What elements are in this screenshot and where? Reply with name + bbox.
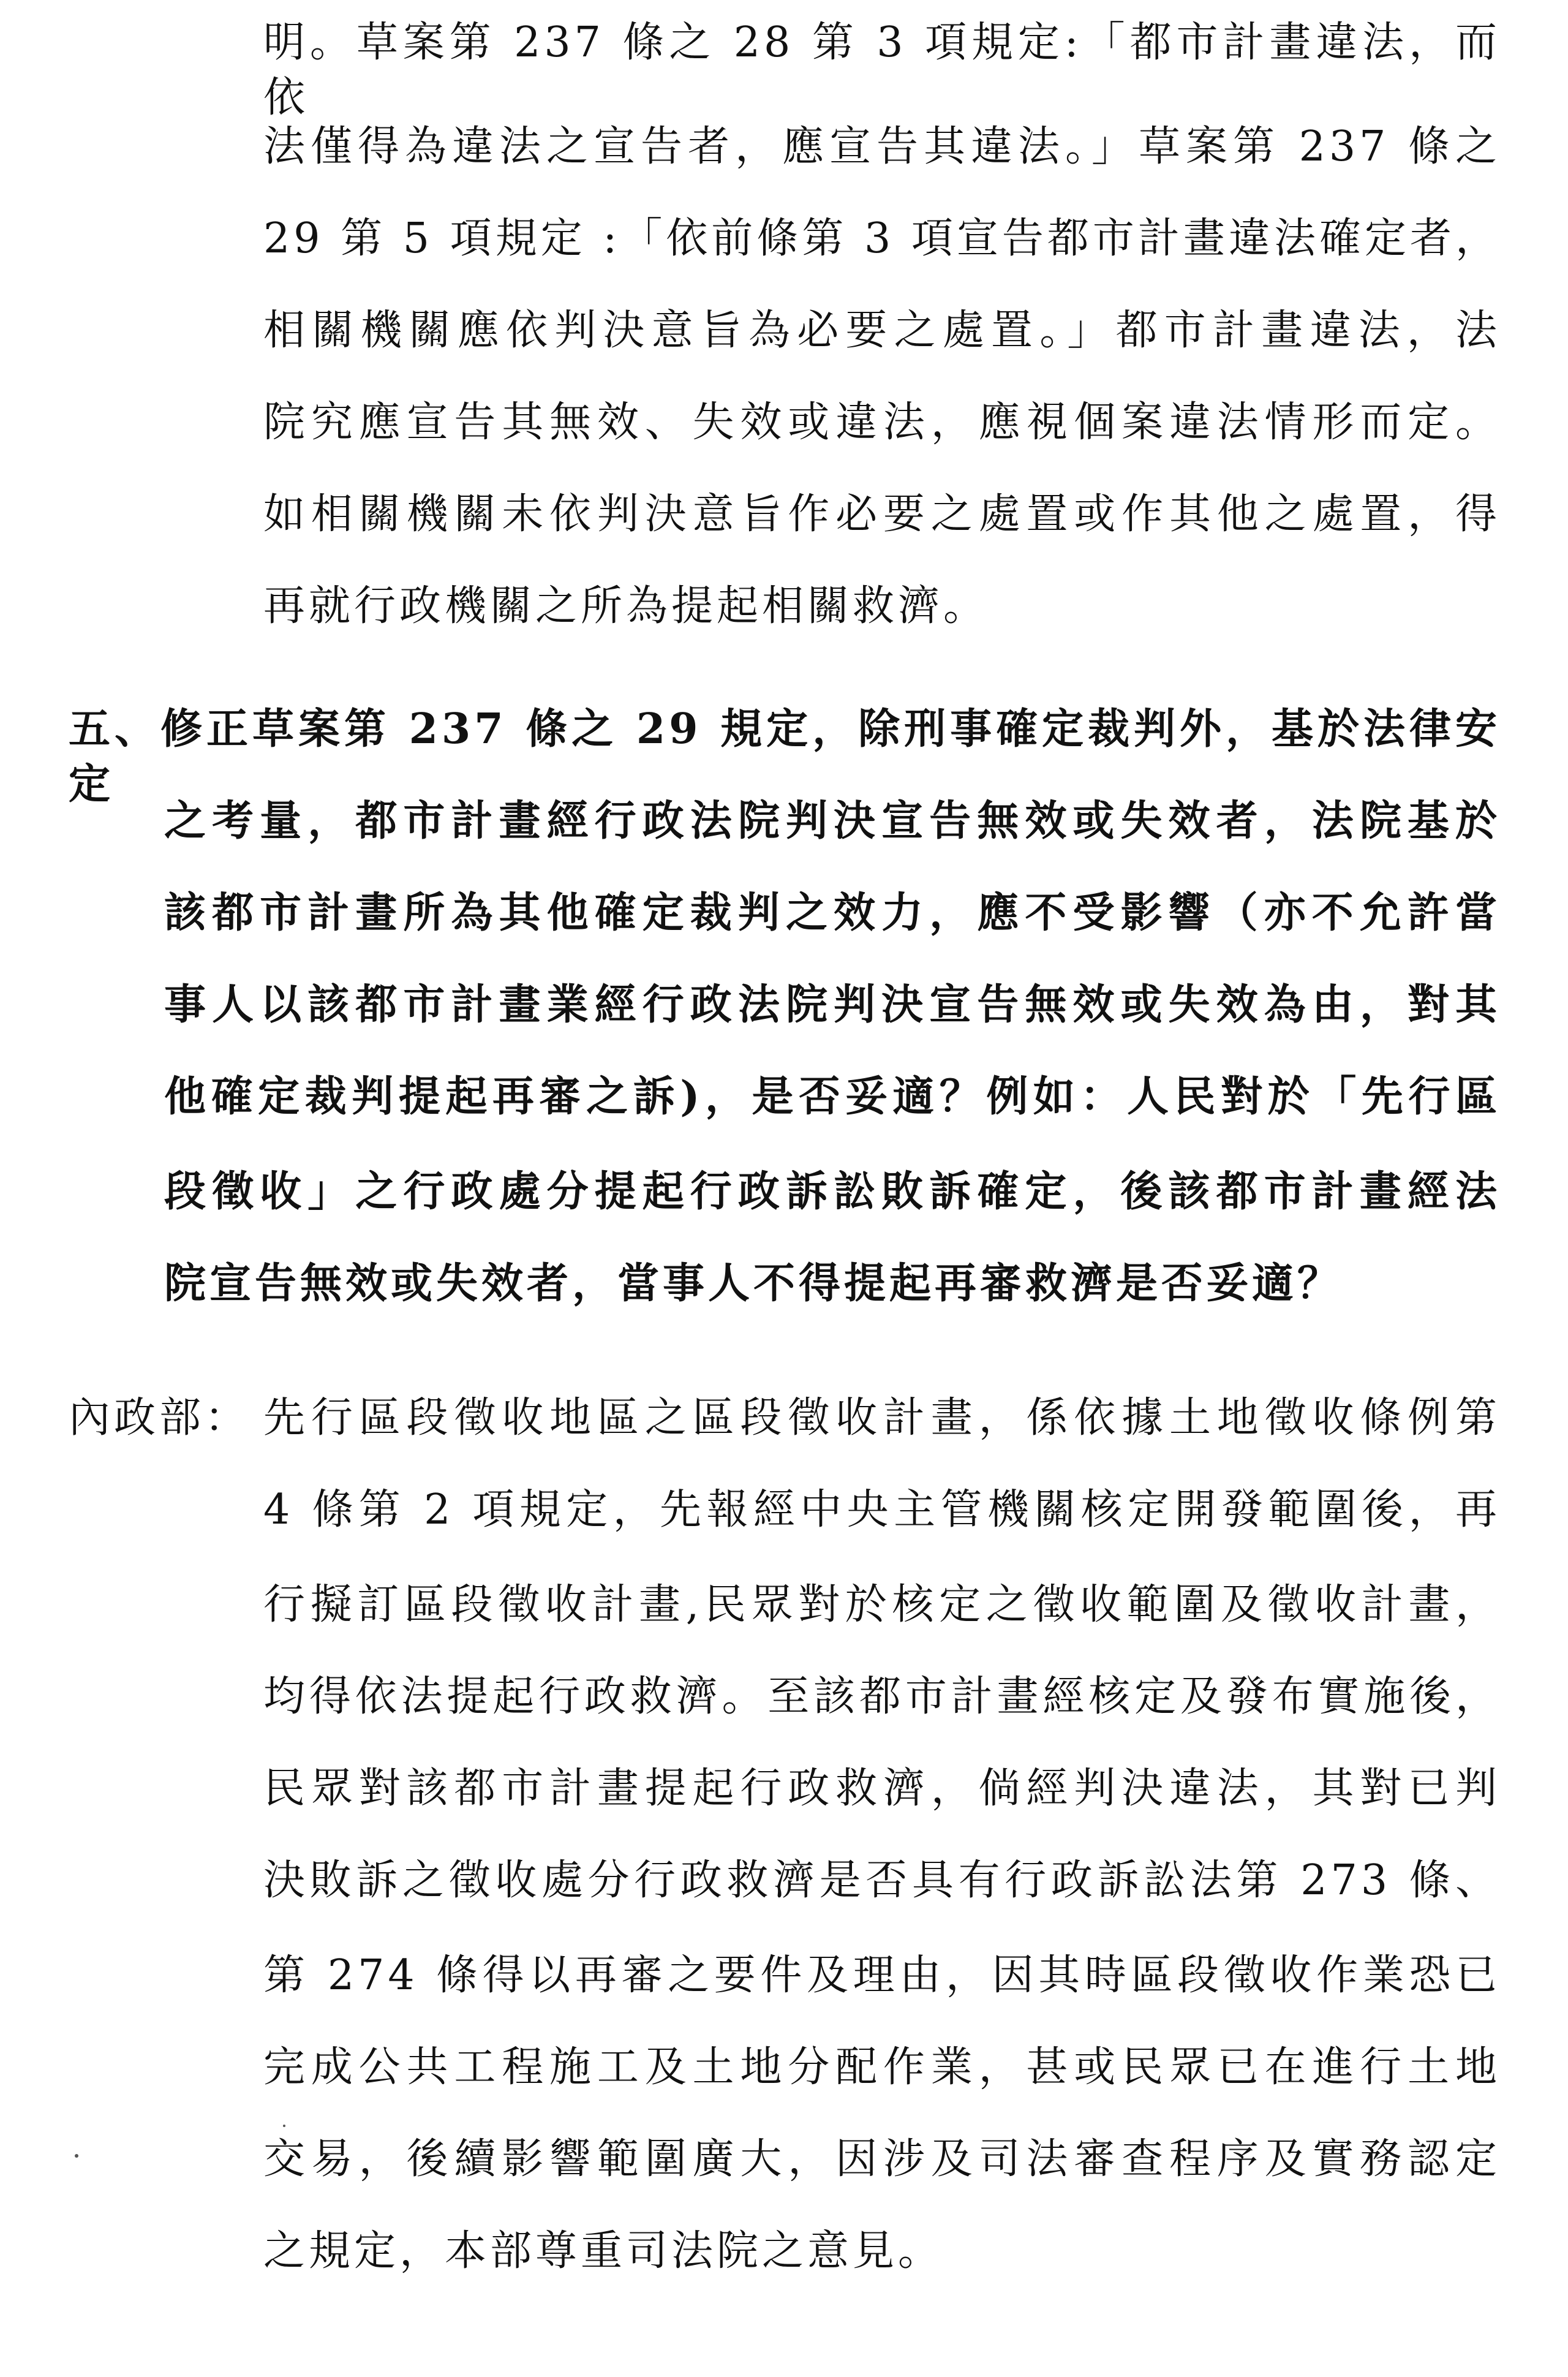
- reply-line: 決敗訴之徵收處分行政救濟是否具有行政訴訟法第 273 條、: [263, 1856, 1501, 1905]
- scan-speck: [283, 2125, 285, 2127]
- reply-line: 先行區段徵收地區之區段徵收計畫，係依據土地徵收條例第: [263, 1394, 1501, 1442]
- reply-line: 4 條第 2 項規定，先報經中央主管機關核定開發範圍後，再: [263, 1486, 1501, 1534]
- speaker-label: 內政部：: [69, 1394, 251, 1442]
- reply-line: 行擬訂區段徵收計畫,民眾對於核定之徵收範圍及徵收計畫，: [263, 1581, 1501, 1629]
- text-line: 院究應宣告其無效、失效或違法，應視個案違法情形而定。: [263, 398, 1501, 447]
- reply-line: 均得依法提起行政救濟。至該都市計畫經核定及發布實施後，: [263, 1672, 1501, 1721]
- question-line: 院宣告無效或失效者，當事人不得提起再審救濟是否妥適？: [164, 1259, 1343, 1308]
- text-line: 法僅得為違法之宣告者，應宣告其違法。」草案第 237 條之: [263, 123, 1501, 171]
- text-line: 29 第 5 項規定 :「依前條第 3 項宣告都市計畫違法確定者，: [263, 214, 1501, 263]
- text-line: 明。草案第 237 條之 28 第 3 項規定:「都市計畫違法，而依: [263, 18, 1501, 122]
- reply-line: 第 274 條得以再審之要件及理由，因其時區段徵收作業恐已: [263, 1951, 1501, 2000]
- text-line: 如相關機關未依判決意旨作必要之處置或作其他之處置，得: [263, 490, 1501, 539]
- reply-line: 交易，後續影響範圍廣大，因涉及司法審查程序及實務認定: [263, 2135, 1501, 2183]
- reply-line: 民眾對該都市計畫提起行政救濟，倘經判決違法，其對已判: [263, 1764, 1501, 1813]
- scan-speck: [75, 2154, 78, 2158]
- reply-line: 之規定，本部尊重司法院之意見。: [263, 2227, 944, 2275]
- question-line: 該都市計畫所為其他確定裁判之效力，應不受影響（亦不允許當: [164, 888, 1501, 937]
- question-line: 段徵收」之行政處分提起行政訴訟敗訴確定，後該都市計畫經法: [164, 1167, 1501, 1216]
- text-line: 再就行政機關之所為提起相關救濟。: [263, 582, 989, 630]
- question-line: 之考量，都市計畫經行政法院判決宣告無效或失效者，法院基於: [164, 796, 1501, 845]
- reply-line: 完成公共工程施工及土地分配作業，甚或民眾已在進行土地: [263, 2043, 1501, 2092]
- question-line: 事人以該都市計畫業經行政法院判決宣告無效或失效為由，對其: [164, 980, 1501, 1029]
- text-line: 相關機關應依判決意旨為必要之處置。」都市計畫違法，法: [263, 306, 1501, 355]
- question-heading-line: 五、修正草案第 237 條之 29 規定，除刑事確定裁判外，基於法律安定: [69, 705, 1501, 809]
- question-line: 他確定裁判提起再審之訴)，是否妥適？例如：人民對於「先行區: [164, 1072, 1501, 1121]
